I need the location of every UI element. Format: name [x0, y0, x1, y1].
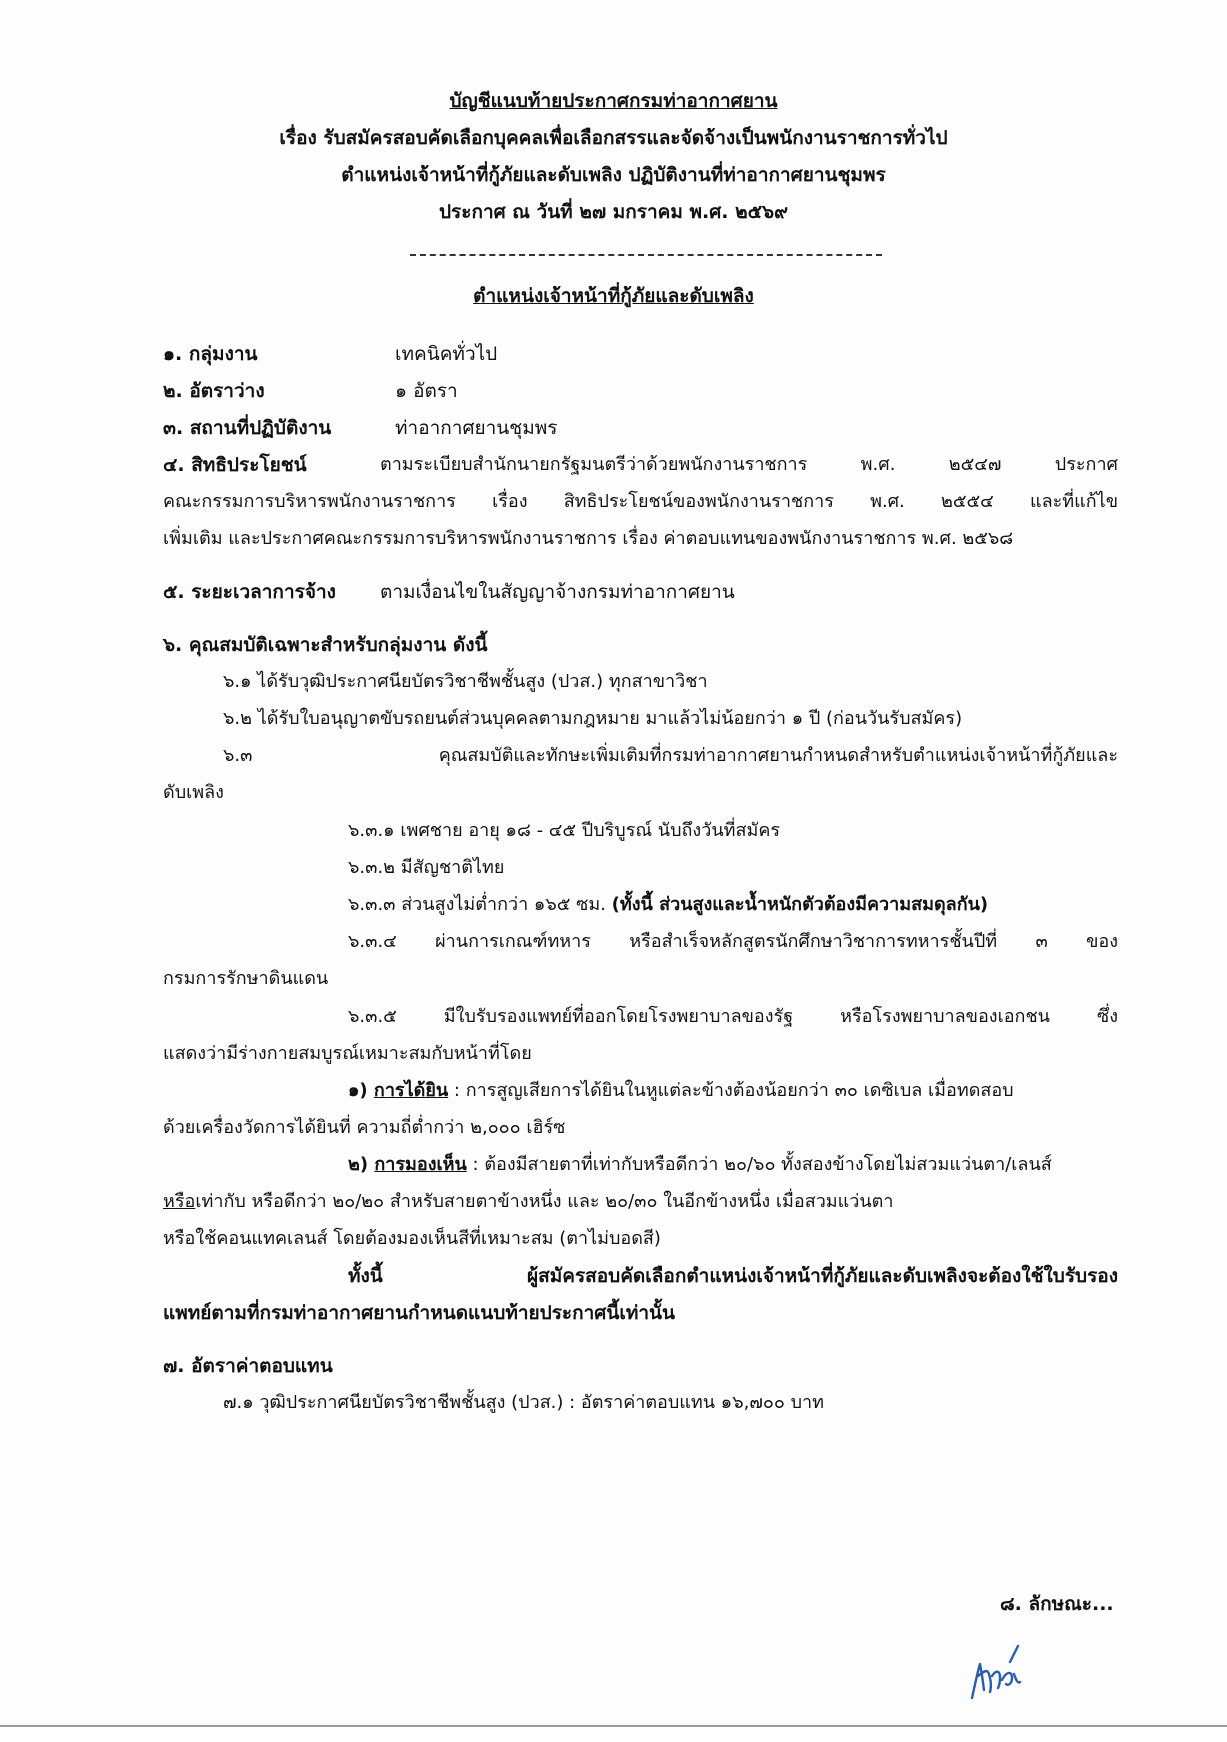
item-7-1: ๗.๑ วุฒิประกาศนียบัตรวิชาชีพชั้นสูง (ปวส.) : อัตราค่าตอบแทน ๑๖,๗๐๐ บาท — [223, 1392, 824, 1413]
item-6-3-1: ๖.๓.๑ เพศชาย อายุ ๑๘ - ๔๕ ปีบริบูรณ์ นับถึงวันที่สมัคร — [348, 820, 781, 841]
item-7-label: ๗. อัตราค่าตอบแทน — [163, 1355, 333, 1377]
vision-or: หรือ — [163, 1191, 196, 1212]
item-4-line-3: เพิ่มเติม และประกาศคณะกรรมการบริหารพนักงานราชการ เรื่อง ค่าตอบแทนของพนักงานราชการ พ.ศ. ๒๕๖๘ — [163, 528, 1014, 549]
vision-line-1 — [348, 1152, 1052, 1178]
item-2-label: ๒. อัตราว่าง — [163, 380, 265, 402]
separator-line — [410, 254, 882, 256]
item-6-1: ๖.๑ ได้รับวุฒิประกาศนียบัตรวิชาชีพชั้นสูง (ปวส.) ทุกสาขาวิชา — [223, 671, 708, 692]
page-bottom-edge — [0, 1725, 1227, 1727]
note-line-2: แพทย์ตามที่กรมท่าอากาศยานกำหนดแนบท้ายประกาศนี้เท่านั้น — [163, 1302, 676, 1324]
item-1-value: เทคนิคทั่วไป — [395, 343, 498, 365]
signature-initials — [968, 1640, 1028, 1710]
item-3-label: ๓. สถานที่ปฏิบัติงาน — [163, 417, 332, 439]
continuation-marker: ๘. ลักษณะ... — [1000, 1593, 1114, 1615]
vision-number: ๒) — [348, 1154, 375, 1175]
item-1-label: ๑. กลุ่มงาน — [163, 343, 258, 365]
item-6-3-5-line-2: แสดงว่ามีร่างกายสมบูรณ์เหมาะสมกับหน้าที่โดย — [163, 1043, 532, 1064]
vision-line-2-text: เท่ากับ หรือดีกว่า ๒๐/๒๐ สำหรับสายตาข้างหนึ่ง และ ๒๐/๓๐ ในอีกข้างหนึ่ง เมื่อสวมแว่นตา — [195, 1191, 894, 1212]
item-4-line-1: ตามระเบียบสำนักนายกรัฐมนตรีว่าด้วยพนักงานราชการ พ.ศ. ๒๕๔๗ ประกาศ — [380, 454, 1118, 475]
item-6-3-5-line-1: ๖.๓.๕ มีใบรับรองแพทย์ที่ออกโดยโรงพยาบาลของรัฐ หรือโรงพยาบาลของเอกชน ซึ่ง — [348, 1006, 1118, 1027]
item-6-3-line-1: ๖.๓ คุณสมบัติและทักษะเพิ่มเติมที่กรมท่าอากาศยานกำหนดสำหรับตำแหน่งเจ้าหน้าที่กู้ภัยและ — [223, 745, 1118, 766]
item-6-3-line-2: ดับเพลิง — [163, 782, 224, 803]
hearing-line-1 — [348, 1078, 1014, 1104]
hearing-label: การได้ยิน — [373, 1080, 449, 1101]
item-3-value: ท่าอากาศยานชุมพร — [395, 417, 558, 439]
item-5-value: ตามเงื่อนไขในสัญญาจ้างกรมท่าอากาศยาน — [380, 581, 735, 603]
item-6-3-4-line-1: ๖.๓.๔ ผ่านการเกณฑ์ทหาร หรือสำเร็จหลักสูตรนักศึกษาวิชาการทหารชั้นปีที่ ๓ ของ — [348, 931, 1118, 952]
item-4-label: ๔. สิทธิประโยชน์ — [163, 454, 307, 476]
item-6-3-4-line-2: กรมการรักษาดินแดน — [163, 968, 329, 989]
item-5-label: ๕. ระยะเวลาการจ้าง — [163, 581, 336, 603]
vision-line-3: หรือใช้คอนแทคเลนส์ โดยต้องมองเห็นสีที่เหมาะสม (ตาไม่บอดสี) — [163, 1228, 661, 1249]
hearing-text: : การสูญเสียการได้ยินในหูแต่ละข้างต้องน้อยกว่า ๓๐ เดซิเบล เมื่อทดสอบ — [448, 1080, 1014, 1101]
item-6-3-2: ๖.๓.๒ มีสัญชาติไทย — [348, 857, 505, 878]
hearing-number: ๑) — [348, 1080, 374, 1101]
announce-date: ประกาศ ณ วันที่ ๒๗ มกราคม พ.ศ. ๒๕๖๙ — [438, 201, 789, 223]
note-line-1: ทั้งนี้ ผู้สมัครสอบคัดเลือกตำแหน่งเจ้าหน้าที่กู้ภัยและดับเพลิงจะต้องใช้ใบรับรอง — [348, 1265, 1118, 1287]
item-6-2: ๖.๒ ได้รับใบอนุญาตขับรถยนต์ส่วนบุคคลตามกฎหมาย มาแล้วไม่น้อยกว่า ๑ ปี (ก่อนวันรับสมัคร) — [223, 708, 963, 729]
item-6-3-3-text: ๖.๓.๓ ส่วนสูงไม่ต่ำกว่า ๑๖๕ ซม. — [348, 894, 612, 915]
item-2-value: ๑ อัตรา — [395, 380, 458, 402]
item-6-3-3 — [348, 892, 988, 918]
document-subject: เรื่อง รับสมัครสอบคัดเลือกบุคคลเพื่อเลือกสรรและจัดจ้างเป็นพนักงานราชการทั่วไป — [279, 127, 948, 149]
signature-icon — [968, 1640, 1028, 1710]
hearing-line-2: ด้วยเครื่องวัดการได้ยินที่ ความถี่ต่ำกว่า ๒,๐๐๐ เฮิร์ซ — [163, 1117, 566, 1138]
vision-label: การมองเห็น — [374, 1154, 467, 1175]
item-6-label: ๖. คุณสมบัติเฉพาะสำหรับกลุ่มงาน ดังนี้ — [163, 634, 488, 656]
position-line: ตำแหน่งเจ้าหน้าที่กู้ภัยและดับเพลิง ปฏิบัติงานที่ท่าอากาศยานชุมพร — [341, 164, 886, 186]
item-6-3-3-note: (ทั้งนี้ ส่วนสูงและน้ำหนักตัวต้องมีความสมดุลกัน) — [611, 894, 989, 915]
vision-text: : ต้องมีสายตาที่เท่ากับหรือดีกว่า ๒๐/๖๐ ทั้งสองข้างโดยไม่สวมแว่นตา/เลนส์ — [466, 1154, 1052, 1175]
section-title: ตำแหน่งเจ้าหน้าที่กู้ภัยและดับเพลิง — [473, 285, 754, 307]
document-title: บัญชีแนบท้ายประกาศกรมท่าอากาศยาน — [449, 90, 778, 112]
vision-line-2 — [163, 1189, 893, 1215]
item-4-line-2: คณะกรรมการบริหารพนักงานราชการ เรื่อง สิทธิประโยชน์ของพนักงานราชการ พ.ศ. ๒๕๕๔ และที่แก้ไข — [163, 491, 1118, 512]
